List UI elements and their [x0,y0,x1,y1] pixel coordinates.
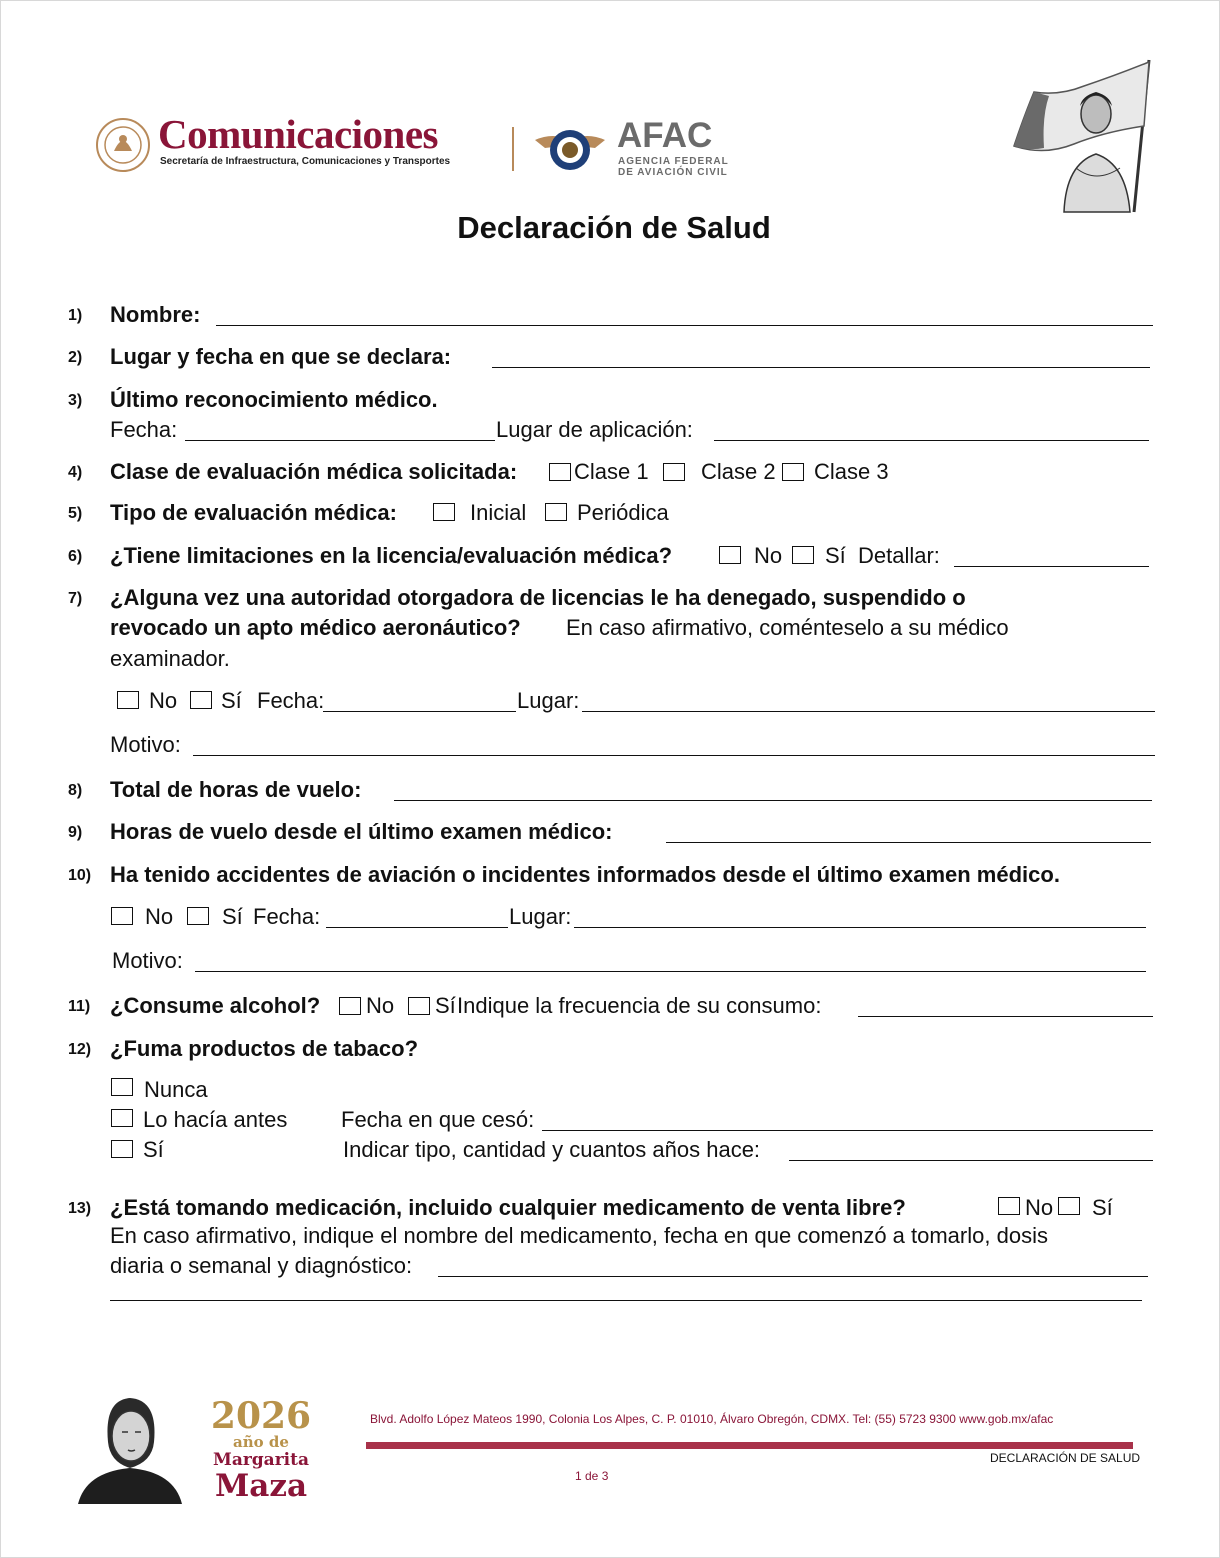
q10-lugar-label: Lugar: [509,904,572,929]
q7-extra-line2: En caso afirmativo, coménteselo a su médico [566,615,1009,640]
q7-number: 7) [68,590,83,607]
afac-title: AFAC [617,116,713,155]
q3-number: 3) [68,392,83,409]
afac-emblem-icon [533,118,607,178]
q4-class3-label: Clase 3 [814,459,889,484]
footer-document-name: DECLARACIÓN DE SALUD [990,1451,1141,1465]
q12-type-label: Indicar tipo, cantidad y cuantos años hace: [343,1137,761,1162]
afac-subtitle-1: AGENCIA FEDERAL [618,156,729,167]
q6-detallar-label: Detallar: [858,543,940,568]
q4-class1-label: Clase 1 [574,459,649,484]
q12-yes-checkbox[interactable] [111,1140,133,1158]
q10-fecha-label: Fecha: [253,904,321,929]
q7-date-field[interactable] [323,711,516,712]
q10-motivo-label: Motivo: [112,948,183,973]
q13-no-checkbox[interactable] [998,1197,1020,1215]
q7-motivo-label: Motivo: [110,732,181,757]
q7-yes-label: Sí [221,688,242,713]
q5-initial-label: Inicial [470,500,527,525]
q11-no-label: No [366,993,395,1018]
q6-number: 6) [68,548,83,565]
q4-class3-checkbox[interactable] [782,463,804,481]
q11-yes-checkbox[interactable] [408,997,430,1015]
q10-number: 10) [68,867,92,884]
q9-label: Horas de vuelo desde el último examen médico: [110,819,613,844]
q13-line3: diaria o semanal y diagnóstico: [110,1253,413,1278]
mexico-seal-icon [94,117,152,173]
q13-number: 13) [68,1200,92,1217]
woman-with-flag-illustration [1004,56,1160,214]
q6-detail-field[interactable] [954,566,1149,567]
q1-name-field[interactable] [216,325,1153,326]
q9-hours-since-exam-field[interactable] [666,842,1151,843]
q2-place-date-field[interactable] [492,367,1150,368]
q1-number: 1) [68,307,83,324]
footer-page-number: 1 de 3 [575,1469,609,1483]
q8-flight-hours-field[interactable] [394,800,1152,801]
q13-label: ¿Está tomando medicación, incluido cualquier medicamento de venta libre? [110,1195,906,1220]
q12-number: 12) [68,1041,92,1058]
q10-no-checkbox[interactable] [111,907,133,925]
q2-label: Lugar y fecha en que se declara: [110,344,452,369]
q12-yes-label: Sí [143,1137,164,1162]
q13-medication-field[interactable] [438,1276,1148,1277]
q10-no-label: No [145,904,174,929]
q4-label: Clase de evaluación médica solicitada: [110,459,518,484]
brand-subtitle: Secretaría de Infraestructura, Comunicaciones y Transportes [160,156,451,167]
q12-label: ¿Fuma productos de tabaco? [110,1036,419,1061]
q11-no-checkbox[interactable] [339,997,361,1015]
q5-initial-checkbox[interactable] [433,503,455,521]
q10-date-field[interactable] [326,927,508,928]
q10-yes-label: Sí [222,904,243,929]
q2-number: 2) [68,349,83,366]
page-title: Declaración de Salud [457,210,771,245]
q7-yes-checkbox[interactable] [190,691,212,709]
q12-former-label: Lo hacía antes [143,1107,288,1132]
q13-line2: En caso afirmativo, indique el nombre del medicamento, fecha en que comenzó a tomarlo, dosis [110,1223,1048,1248]
q12-type-field[interactable] [789,1160,1153,1161]
year-name1: Margarita [213,1450,309,1470]
afac-subtitle-2: DE AVIACIÓN CIVIL [618,167,728,178]
q11-yes-label: Sí [435,993,456,1018]
q13-medication-field-2[interactable] [110,1300,1142,1301]
q7-label-line1: ¿Alguna vez una autoridad otorgadora de licencias le ha denegado, suspendido o [110,585,966,610]
q12-former-checkbox[interactable] [111,1109,133,1127]
q7-no-label: No [149,688,178,713]
q9-number: 9) [68,824,83,841]
footer-bar [366,1442,1133,1449]
q4-class2-label: Clase 2 [701,459,776,484]
q7-lugar-label: Lugar: [517,688,580,713]
q6-no-checkbox[interactable] [719,546,741,564]
q3-lugar-label: Lugar de aplicación: [496,417,693,442]
footer-address: Blvd. Adolfo López Mateos 1990, Colonia Los Alpes, C. P. 01010, Álvaro Obregón, CDMX. Tel: (55) 5723 9300 www.gob.mx/afac [370,1412,1054,1426]
q11-number: 11) [68,998,91,1015]
q3-place-field[interactable] [714,440,1149,441]
q4-class1-checkbox[interactable] [549,463,571,481]
q7-label-line2: revocado un apto médico aeronáutico? [110,615,521,640]
q7-place-field[interactable] [582,711,1155,712]
header-divider [512,127,514,171]
q10-place-field[interactable] [574,927,1146,928]
q1-label: Nombre: [110,302,201,327]
q13-no-label: No [1025,1195,1054,1220]
q3-label: Último reconocimiento médico. [110,387,438,412]
q11-label: ¿Consume alcohol? [110,993,321,1018]
q8-label: Total de horas de vuelo: [110,777,362,802]
q5-number: 5) [68,505,83,522]
q5-label: Tipo de evaluación médica: [110,500,397,525]
q7-reason-field[interactable] [193,755,1155,756]
q12-quit-date-label: Fecha en que cesó: [341,1107,535,1132]
q4-class2-checkbox[interactable] [663,463,685,481]
q7-no-checkbox[interactable] [117,691,139,709]
year-sub: año de [233,1433,289,1451]
q12-never-checkbox[interactable] [111,1078,133,1096]
q11-frequency-label: Indique la frecuencia de su consumo: [457,993,822,1018]
year-name2: Maza [214,1468,308,1504]
q7-fecha-label: Fecha: [257,688,325,713]
q13-yes-label: Sí [1092,1195,1113,1220]
q8-number: 8) [68,782,83,799]
q10-label: Ha tenido accidentes de aviación o incidentes informados desde el último examen médico. [110,862,1060,887]
q10-yes-checkbox[interactable] [187,907,209,925]
q3-fecha-label: Fecha: [110,417,178,442]
margarita-maza-portrait [78,1392,182,1504]
q6-yes-label: Sí [825,543,846,568]
q6-label: ¿Tiene limitaciones en la licencia/evaluación médica? [110,543,673,568]
q6-no-label: No [754,543,783,568]
q3-date-field[interactable] [185,440,495,441]
q12-never-label: Nunca [144,1077,208,1102]
q4-number: 4) [68,464,83,481]
brand-title: Comunicaciones [158,111,438,157]
q11-frequency-field[interactable] [858,1016,1153,1017]
q12-quit-date-field[interactable] [542,1130,1153,1131]
q13-yes-checkbox[interactable] [1058,1197,1080,1215]
year-logo [206,1395,316,1504]
q10-reason-field[interactable] [195,971,1146,972]
q5-periodic-checkbox[interactable] [545,503,567,521]
year-number: 2026 [210,1395,312,1437]
q7-extra-line3: examinador. [110,646,230,671]
q5-periodic-label: Periódica [577,500,669,525]
q6-yes-checkbox[interactable] [792,546,814,564]
